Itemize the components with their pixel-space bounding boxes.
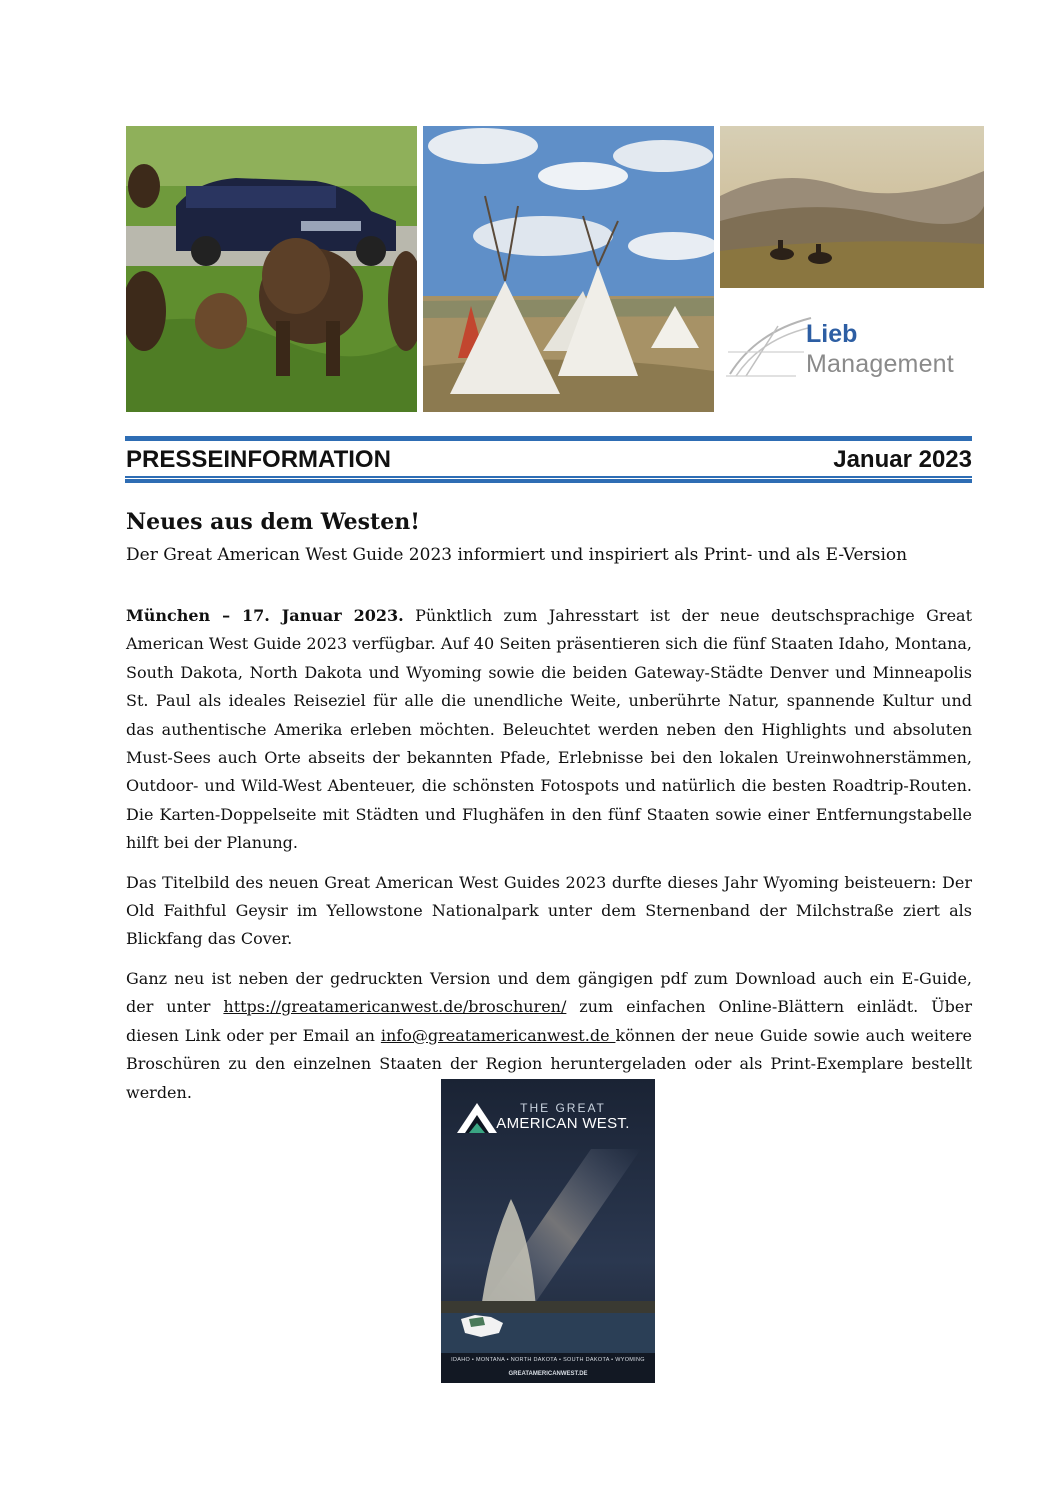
heading-rule-mid xyxy=(125,476,972,478)
email-link[interactable]: info@greatamericanwest.de xyxy=(380,1025,616,1045)
press-date: Januar 2023 xyxy=(833,446,972,473)
lieb-management-logo xyxy=(726,312,984,392)
article-headline: Neues aus dem Westen! xyxy=(126,509,420,535)
paragraph-1-text: Pünktlich zum Jahresstart ist der neue deutschsprachige Great American West Guide 2023 verfügbar. Auf 40 Seiten präsentieren sich die fünf Staaten Idaho, Montana, South Dakota, North Dakota und Wyoming sowie die beiden Gateway-Städte Denver und Minneapolis St. Paul als ideales Reiseziel für alle die unendliche Weite, unberührte Natur, spannende Kultur und das authentische Amerika erleben möchten. Beleuchtet werden neben den Highlights und absoluten Must-Sees auch Orte abseits der bekannten Pfade, Erlebnisse bei den lokalen Ureinwohnerstämmen, Outdoor- und Wild-West Abenteuer, die schönsten Fotospots und natürlich die besten Roadtrip-Routen. Die Karten-Doppelseite mit Städten und Flughäfen in den fünf Staaten sowie einer Entfernungstabelle hilft bei der Planung. xyxy=(126,606,972,853)
article-subheadline: Der Great American West Guide 2023 informiert und inspiriert als Print- und als E-Version xyxy=(126,545,908,565)
cover-title-big: AMERICAN WEST. xyxy=(496,1115,630,1132)
photo-riders-sunset xyxy=(720,126,984,288)
paragraph-2: Das Titelbild des neuen Great American West Guides 2023 durfte dieses Jahr Wyoming beisteuern: Der Old Faithful Geysir im Yellowstone Nationalpark unter dem Sternenband der Milchstraße ziert als Blickfang das Cover. xyxy=(126,872,972,949)
press-label: PRESSEINFORMATION xyxy=(126,446,391,473)
paragraph-3-text-c: können der neue Guide sowie auch weitere Broschüren zu den einzelnen Staaten der Region heruntergeladen oder als Print-Exemplare bestellt werden. xyxy=(126,1025,973,1102)
paragraph-3-text-b: zum einfachen Online-Blättern einlädt. Über diesen Link oder per Email an xyxy=(126,997,973,1045)
cover-states: IDAHO • MONTANA • NORTH DAKOTA • SOUTH DAKOTA • WYOMING xyxy=(451,1357,645,1363)
heading-rule-bottom xyxy=(125,479,972,483)
photo-tipis xyxy=(423,126,714,412)
dateline: München – 17. Januar 2023. xyxy=(126,606,404,625)
logo-text-lieb: Lieb xyxy=(806,320,858,348)
press-heading-bar xyxy=(125,446,972,476)
cover-url: GREATAMERICANWEST.DE xyxy=(508,1371,588,1377)
logo-swoosh-icon xyxy=(726,312,816,382)
cover-title-small: THE GREAT xyxy=(520,1101,606,1115)
logo-text-management: Management xyxy=(806,350,954,378)
guide-cover-image xyxy=(441,1079,655,1383)
heading-rule-top xyxy=(125,436,972,441)
paragraph-1 xyxy=(126,602,972,858)
article-body xyxy=(126,602,972,1118)
brochure-link[interactable]: https://greatamericanwest.de/broschuren/ xyxy=(223,997,567,1017)
paragraph-3-text-a: Ganz neu ist neben der gedruckten Version und dem gängigen pdf zum Download auch ein E-Guide, der unter xyxy=(126,968,972,1017)
photo-bison-convertible xyxy=(126,126,417,412)
